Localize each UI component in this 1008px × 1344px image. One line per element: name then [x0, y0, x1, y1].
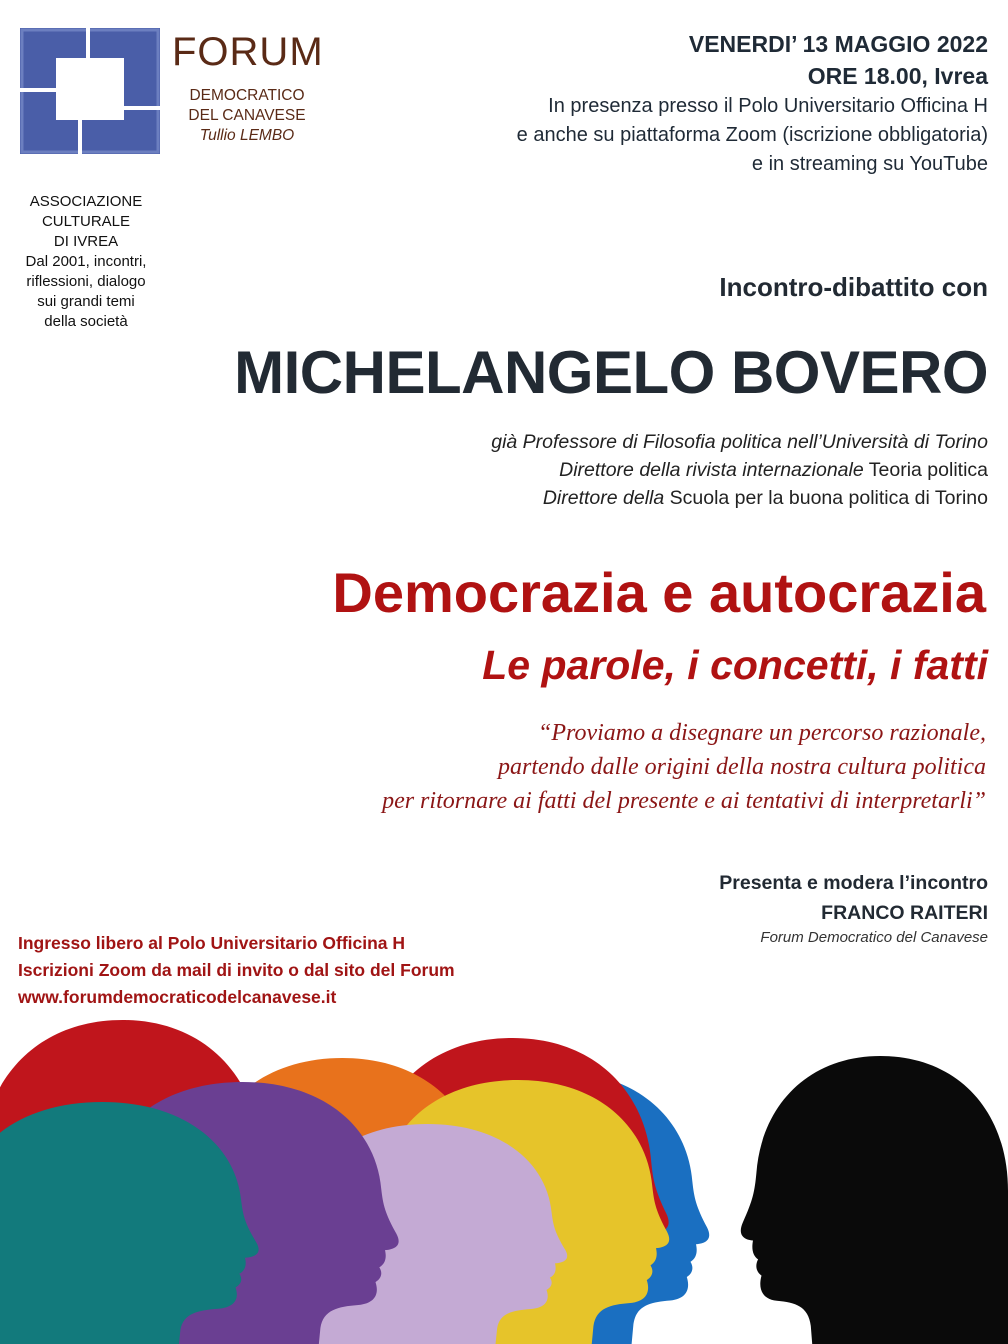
website-link[interactable]: www.forumdemocraticodelcanavese.it: [18, 987, 337, 1007]
role-text: Scuola per la buona politica di Torino: [664, 487, 988, 509]
assoc-line: DI IVREA: [53, 233, 119, 250]
event-subtitle: Le parole, i concetti, i fatti: [482, 642, 988, 688]
event-venue: [517, 92, 988, 179]
event-datetime: [689, 28, 988, 92]
role-text-italic: Direttore della: [542, 487, 665, 509]
assoc-line: ASSOCIAZIONE: [29, 193, 143, 210]
moderator-org: Forum Democratico del Canavese: [760, 929, 988, 946]
forum-sub-line2: DEL CANAVESE: [188, 107, 306, 124]
moderator-label: Presenta e modera l’incontro: [719, 872, 988, 894]
quote-line: partendo dalle origini della nostra cultura politica: [498, 754, 986, 780]
venue-line: e anche su piattaforma Zoom (iscrizione obbligatoria): [516, 124, 988, 146]
event-date: VENERDI’ 13 MAGGIO 2022: [688, 31, 988, 57]
forum-sub-line1: DEMOCRATICO: [189, 87, 305, 104]
role-text-italic: Direttore della rivista internazionale: [559, 459, 864, 481]
assoc-line: Dal 2001, incontri,: [25, 253, 147, 270]
role-text: già Professore di Filosofia politica nell’Università di Torino: [491, 431, 988, 453]
moderator-block: [719, 868, 988, 948]
forum-sub-line3: Tullio LEMBO: [199, 127, 295, 144]
association-description: [10, 192, 162, 332]
assoc-line: CULTURALE: [41, 213, 131, 230]
info-line: Ingresso libero al Polo Universitario Officina H: [18, 933, 406, 953]
forum-title: FORUM: [172, 30, 324, 74]
assoc-line: sui grandi temi: [37, 293, 135, 310]
venue-line: In presenza presso il Polo Universitario Officina H: [548, 95, 988, 117]
heads-illustration: [0, 1020, 1008, 1344]
role-line: [491, 456, 988, 484]
moderator-name: FRANCO RAITERI: [821, 902, 988, 924]
role-line: [491, 428, 988, 456]
speaker-name: MICHELANGELO BOVERO: [234, 339, 988, 406]
registration-info: [18, 930, 455, 1011]
event-time: ORE 18.00, Ivrea: [807, 63, 988, 89]
event-quote: [382, 716, 986, 818]
forum-subtitle: [172, 86, 322, 146]
speaker-roles: [491, 428, 988, 512]
forum-logo: [20, 28, 160, 154]
quote-line: “Proviamo a disegnare un percorso razionale,: [538, 720, 986, 746]
info-line: Iscrizioni Zoom da mail di invito o dal sito del Forum: [18, 960, 455, 980]
head-black: [741, 1056, 1008, 1344]
venue-line: e in streaming su YouTube: [751, 153, 988, 175]
assoc-line: riflessioni, dialogo: [26, 273, 146, 290]
quote-line: per ritornare ai fatti del presente e ai tentativi di interpretarli”: [382, 788, 986, 814]
assoc-line: della società: [44, 313, 128, 330]
intro-label: Incontro-dibattito con: [719, 272, 988, 302]
event-title: Democrazia e autocrazia: [332, 561, 986, 624]
role-line: [491, 484, 988, 512]
role-text: Teoria politica: [863, 459, 988, 481]
